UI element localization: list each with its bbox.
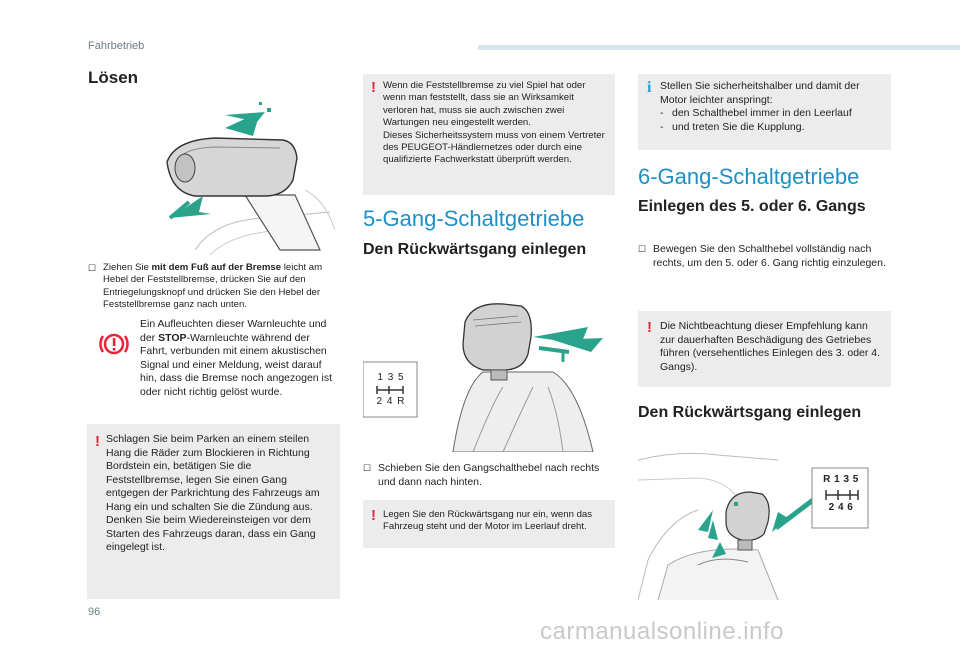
gear-pattern-top: R 1 3 5 bbox=[823, 474, 859, 485]
page-number: 96 bbox=[88, 606, 101, 618]
handbrake-adjustment-warning-box bbox=[363, 74, 615, 195]
reverse-warning-box bbox=[363, 500, 615, 548]
step-release-handbrake: ☐ Ziehen Sie mit dem Fuß auf der Bremse leicht am Hebel der Feststellbremse, drücken Sie auf den Entriegelungsknopf und drücken Sie den Hebel der Feststellbremse ganz nach unten. bbox=[88, 262, 323, 311]
gearbox-damage-warning-box bbox=[638, 311, 891, 387]
gear-pattern-top: 1 3 5 bbox=[377, 372, 405, 383]
brake-warning-lamp-icon bbox=[98, 328, 130, 360]
warning-text: Legen Sie den Rückwärtsgang nur ein, wenn das Fahrzeug steht und der Motor im Leerlauf dreht. bbox=[383, 509, 593, 533]
checkbox-icon: ☐ bbox=[638, 244, 647, 254]
engine-start-info-box bbox=[638, 74, 891, 150]
section-label: Fahrbetrieb bbox=[88, 40, 145, 52]
gear-pattern-bottom: 2 4 R bbox=[376, 396, 406, 407]
heading-6-gang: 6-Gang-Schaltgetriebe bbox=[638, 164, 860, 189]
heading-reverse-6: Den Rückwärtsgang einlegen bbox=[638, 404, 862, 421]
step-5th-6th-gear: ☐ Bewegen Sie den Schalthebel vollständig nach rechts, um den 5. oder 6. Gang richtig einzulegen. bbox=[638, 243, 886, 269]
heading-5th-6th-gear: Einlegen des 5. oder 6. Gangs bbox=[638, 198, 866, 215]
warning-text: Wenn die Feststellbremse zu viel Spiel hat oder wenn man feststellt, dass sie an Wirksamkeit verloren hat, muss sie auch zwischen zwei Wartungen neu eingestellt werden. Dieses Sicherheitssystem muss von einem Vertreter des PEUGEOT-Händlernetzes oder durch eine qualifizierte Fachwerkstatt überprüft werden. bbox=[383, 80, 605, 166]
warning-exclamation-icon: ! bbox=[647, 319, 652, 336]
heading-reverse-5: Den Rückwärtsgang einlegen bbox=[363, 241, 587, 258]
warning-text: Schlagen Sie beim Parken an einem steilen Hang die Räder zum Blockieren in Richtung Bordstein ein, betätigen Sie die Feststellbremse, legen Sie einen Gang entgegen der Parkrichtung des Fahrzeugs am Hang ein und schalten Sie die Zündung aus. Denken Sie beim Wiedereinsteigen vor dem Starten des Fahrzeugs daran, dass ein Gang eingelegt ist. bbox=[106, 433, 320, 553]
warning-exclamation-icon: ! bbox=[371, 79, 376, 96]
heading-5-gang: 5-Gang-Schaltgetriebe bbox=[363, 206, 585, 231]
step-reverse-5: ☐ Schieben Sie den Gangschalthebel nach rechts und dann nach hinten. bbox=[363, 462, 600, 488]
watermark: carmanualsonline.info bbox=[540, 618, 784, 645]
warning-text: Die Nichtbeachtung dieser Empfehlung kann zur dauerhaften Beschädigung des Getriebes führen (versehentliches Einlegen des 3. oder 4. Gangs). bbox=[660, 320, 881, 373]
info-text: Stellen Sie sicherheitshalber und damit der Motor leichter anspringt: - den Schalthebel immer in den Leerlauf - und treten Sie die Kupplung. bbox=[660, 80, 860, 133]
gearshift-5-illustration bbox=[363, 292, 615, 452]
warning-exclamation-icon: ! bbox=[371, 507, 376, 524]
info-icon: i bbox=[647, 79, 652, 96]
gear-pattern-bottom: 2 4 6 bbox=[828, 502, 854, 513]
header-bar bbox=[478, 45, 960, 50]
heading-loesen: Lösen bbox=[88, 68, 139, 87]
warning-lamp-description: Ein Aufleuchten dieser Warnleuchte und der STOP-Warnleuchte während der Fahrt, verbunden mit einem akustischen Signal und einer Meldung, weist darauf hin, dass die Bremse noch angezogen ist oder nicht richtig gelöst wurde. bbox=[140, 318, 333, 398]
gearshift-6-illustration bbox=[638, 450, 890, 600]
handbrake-illustration bbox=[155, 100, 340, 258]
checkbox-icon: ☐ bbox=[363, 463, 372, 473]
warning-exclamation-icon: ! bbox=[95, 433, 100, 450]
parking-slope-warning-box bbox=[87, 424, 340, 599]
checkbox-icon: ☐ bbox=[88, 263, 97, 273]
